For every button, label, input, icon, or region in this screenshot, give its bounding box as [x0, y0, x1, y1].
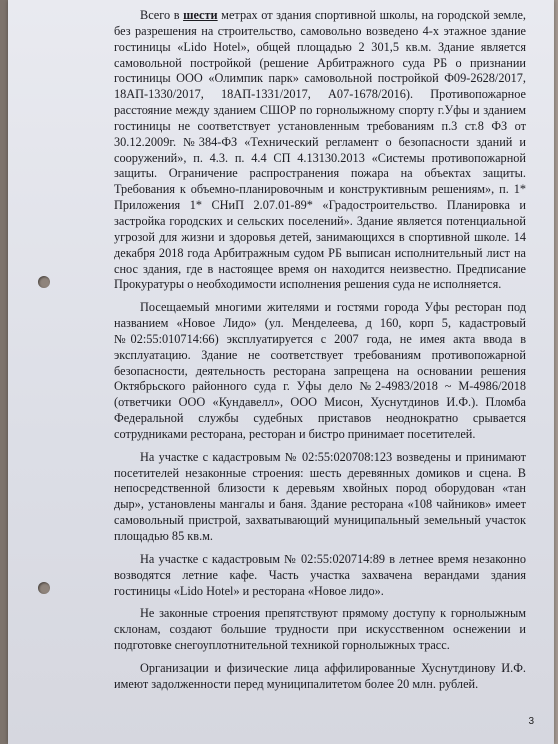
paragraph-gostinica — [114, 8, 526, 293]
paragraph-text: метрах от здания спортивной школы, на городской земле, без разрешения на строительство, самовольно возведено 4-х этажное здание гостиницы «Lido Hotel», общей площадью 2 301,5 кв.м. Здание является самовольной постройкой (решение Арбитражного суда РБ о признании гостиницы ООО «Олимпик парк» самовольной постройкой Ф09-2628/2017, 18АП-1330/2017, 18АП-1331/2017, А07-1678/2016). Противопожарное расстояние между зданием СШОР по горнолыжному спорту г.Уфы и зданием гостиницы не соответствует установленным требованиям п.3 ст.8 ФЗ от 30.12.2009г. №384-ФЗ «Технический регламент о безопасности зданий и сооружений», п. 4.3. п. 4.4 СП 4.13130.2013 «Системы противопожарной защиты. Ограничение распространения пожара на объектах защиты. Требования к объемно-планировочным и конструктивным решениям», п. 1* Приложения 1* СНиП 2.07.01-89* «Градостроительство. Планировка и застройка городских и сельских поселений». Здание является потенциальной угрозой для жизни и здоровья детей, занимающихся в спортивной школе. 14 декабря 2018 года Арбитражным судом РБ выписан исполнительный лист на снос здания, где в настоящее время он находится неизвестно. Предписание Прокуратуры о необходимости исполнения решения суда не исполняется. — [114, 8, 527, 292]
paragraph-uchastok-123: На участке с кадастровым № 02:55:020708:123 возведены и принимают посетителей незаконные строения: шесть деревянных домиков и сцена. В непосредственной близости к деревьям хвойных пород оборудован «тан дыр», установлены мангалы и баня. Здание ресторана «108 чайников» имеет самовольный пристрой, захватывающий муниципальный земельный участок площадью 85 кв.м. — [114, 449, 526, 543]
paragraph-zadolzhennost: Организации и физические лица аффилированные Хуснутдинову И.Ф. имеют задолженности перед муниципалитетом более 20 млн. рублей. — [114, 660, 526, 691]
document-body — [114, 8, 526, 693]
emphasis-word: шести — [183, 8, 218, 22]
paragraph-stroeniya: Не законные строения препятствуют прямому доступу к горнолыжным склонам, создают большие трудности при искусственном оснежении и подготовке снегоуплотнительной техникой горнолыжных трасс. — [114, 606, 526, 653]
document-page — [8, 0, 554, 744]
page-number: 3 — [528, 716, 534, 727]
punch-hole — [38, 276, 50, 288]
paragraph-restoran: Посещаемый многими жителями и гостями города Уфы ресторан под названием «Новое Лидо» (ул. Менделеева, д 160, корп 5, кадастровый №02:55:010714:66) эксплуатируется с 2007 года, не имея акта ввода в эксплуатацию. Здание не соответствует требованиям противопожарной безопасности, деятельность ресторана запрещена на основании решения Октябрьского районного суда г. Уфы дело №2-4983/2018 ~ М-4986/2018 (ответчики ООО «Кундавелл», ООО Мисон, Хуснутдинов И.Ф.). Пломба Федеральной службы судебных приставов неоднократно срывается сотрудниками ресторана, ресторан и бистро принимает посетителей. — [114, 300, 526, 441]
paragraph-text: Всего в — [140, 8, 184, 22]
paragraph-uchastok-89: На участке с кадастровым № 02:55:020714:89 в летнее время незаконно возводятся летние кафе. Часть участка захвачена верандами здания гостиницы «Lido Hotel» и ресторана «Новое лидо». — [114, 551, 526, 598]
punch-hole — [38, 582, 50, 594]
